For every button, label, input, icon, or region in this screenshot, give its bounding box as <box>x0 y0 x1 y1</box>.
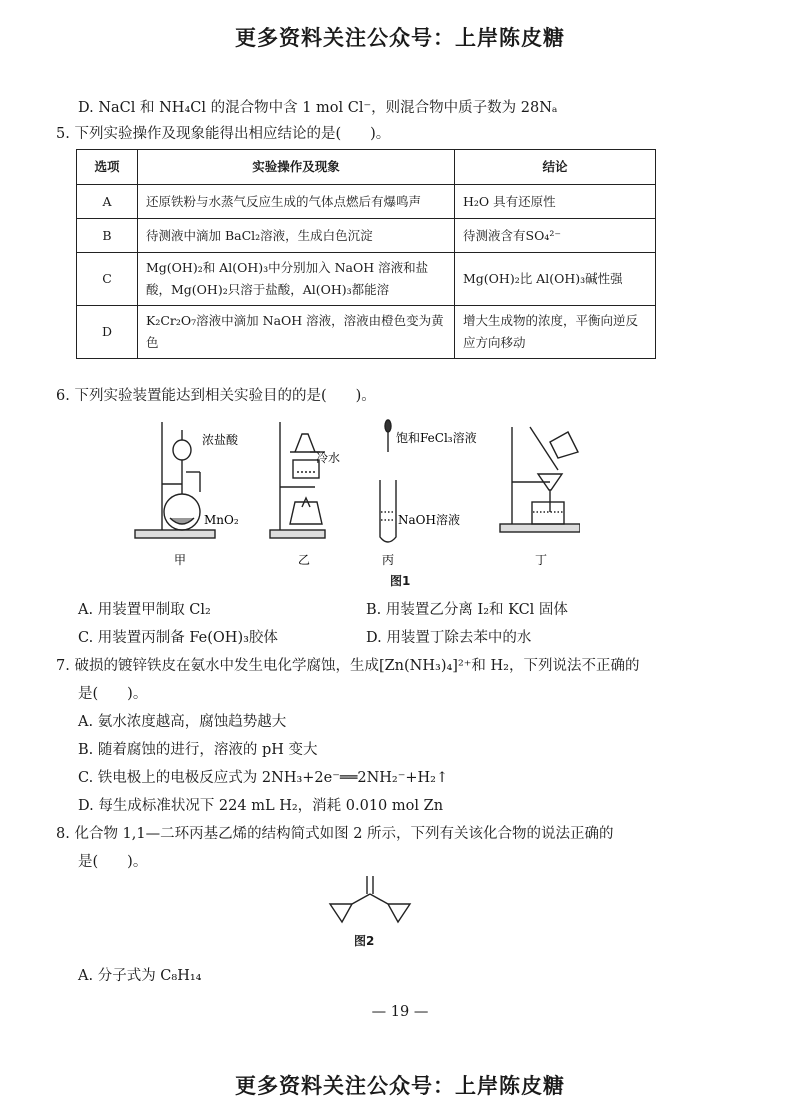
q7-option-c: C. 铁电极上的电极反应式为 2NH₃+2e⁻══2NH₂⁻+H₂↑ <box>78 770 449 786</box>
row-option: C <box>77 253 138 306</box>
q7-option-d: D. 每生成标准状况下 224 mL H₂，消耗 0.010 mol Zn <box>78 798 444 814</box>
label-jia: 甲 <box>174 553 187 567</box>
row-operation: 还原铁粉与水蒸气反应生成的气体点燃后有爆鸣声 <box>138 185 455 219</box>
row-option: A <box>77 185 138 219</box>
label-yi: 乙 <box>298 553 311 567</box>
label-sat-fecl3: 饱和FeCl₃溶液 <box>396 431 477 445</box>
label-naoh: NaOH溶液 <box>398 513 460 527</box>
q6-option-a: A. 用装置甲制取 Cl₂ <box>78 602 211 618</box>
row-operation: Mg(OH)₂和 Al(OH)₃中分别加入 NaOH 溶液和盐酸，Mg(OH)₂只溶于盐酸，Al(OH)₃都能溶 <box>138 253 455 306</box>
figure-2-structure <box>322 874 418 928</box>
figure-1-apparatus <box>130 412 580 572</box>
q8-option-a: A. 分子式为 C₈H₁₄ <box>78 968 202 984</box>
table-row <box>77 253 656 306</box>
footer-banner: 更多资料关注公众号：上岸陈皮糖 <box>235 1074 565 1098</box>
row-operation: 待测液中滴加 BaCl₂溶液，生成白色沉淀 <box>138 219 455 253</box>
q6-option-b: B. 用装置乙分离 I₂和 KCl 固体 <box>366 602 568 618</box>
row-conclusion: Mg(OH)₂比 Al(OH)₃碱性强 <box>455 253 656 306</box>
table-row <box>77 185 656 219</box>
header-banner: 更多资料关注公众号：上岸陈皮糖 <box>235 26 565 50</box>
q8-stem-line2: 是( )。 <box>78 854 148 870</box>
table-row <box>77 219 656 253</box>
q8-stem-line1: 8. 化合物 1,1—二环丙基乙烯的结构简式如图 2 所示，下列有关该化合物的说法正确的 <box>56 826 614 842</box>
header-conclusion: 结论 <box>455 150 656 185</box>
q5-stem: 5. 下列实验操作及现象能得出相应结论的是( )。 <box>56 126 391 142</box>
row-conclusion: 待测液含有SO₄²⁻ <box>455 219 656 253</box>
header-option: 选项 <box>77 150 138 185</box>
table-header-row <box>77 150 656 185</box>
table-row <box>77 306 656 359</box>
row-option: D <box>77 306 138 359</box>
label-conc-hcl: 浓盐酸 <box>202 433 239 447</box>
q7-option-b: B. 随着腐蚀的进行，溶液的 pH 变大 <box>78 742 318 758</box>
q7-stem-line2: 是( )。 <box>78 686 148 702</box>
label-bing: 丙 <box>382 553 395 567</box>
q6-option-d: D. 用装置丁除去苯中的水 <box>366 630 532 646</box>
row-operation: K₂Cr₂O₇溶液中滴加 NaOH 溶液，溶液由橙色变为黄色 <box>138 306 455 359</box>
label-mno2: MnO₂ <box>204 513 239 527</box>
apparatus-bing <box>380 420 396 542</box>
q6-stem: 6. 下列实验装置能达到相关实验目的的是( )。 <box>56 388 376 404</box>
figure-1-caption: 图1 <box>390 574 411 588</box>
row-conclusion: 增大生成物的浓度，平衡向逆反应方向移动 <box>455 306 656 359</box>
label-cold-water: 冷水 <box>316 451 341 465</box>
q6-option-c: C. 用装置丙制备 Fe(OH)₃胶体 <box>78 630 278 646</box>
page-number: — 19 — <box>371 1004 429 1020</box>
apparatus-yi <box>270 422 325 538</box>
row-conclusion: H₂O 具有还原性 <box>455 185 656 219</box>
label-ding: 丁 <box>535 553 548 567</box>
q5-table <box>76 149 656 359</box>
apparatus-ding <box>500 427 580 532</box>
figure-2-caption: 图2 <box>354 934 375 948</box>
q4-option-d: D. NaCl 和 NH₄Cl 的混合物中含 1 mol Cl⁻，则混合物中质子数为 28Nₐ <box>78 100 558 116</box>
q7-option-a: A. 氨水浓度越高，腐蚀趋势越大 <box>78 714 287 730</box>
header-operation: 实验操作及现象 <box>138 150 455 185</box>
q7-stem-line1: 7. 破损的镀锌铁皮在氨水中发生电化学腐蚀，生成[Zn(NH₃)₄]²⁺和 H₂，下列说法不正确的 <box>56 658 640 674</box>
row-option: B <box>77 219 138 253</box>
